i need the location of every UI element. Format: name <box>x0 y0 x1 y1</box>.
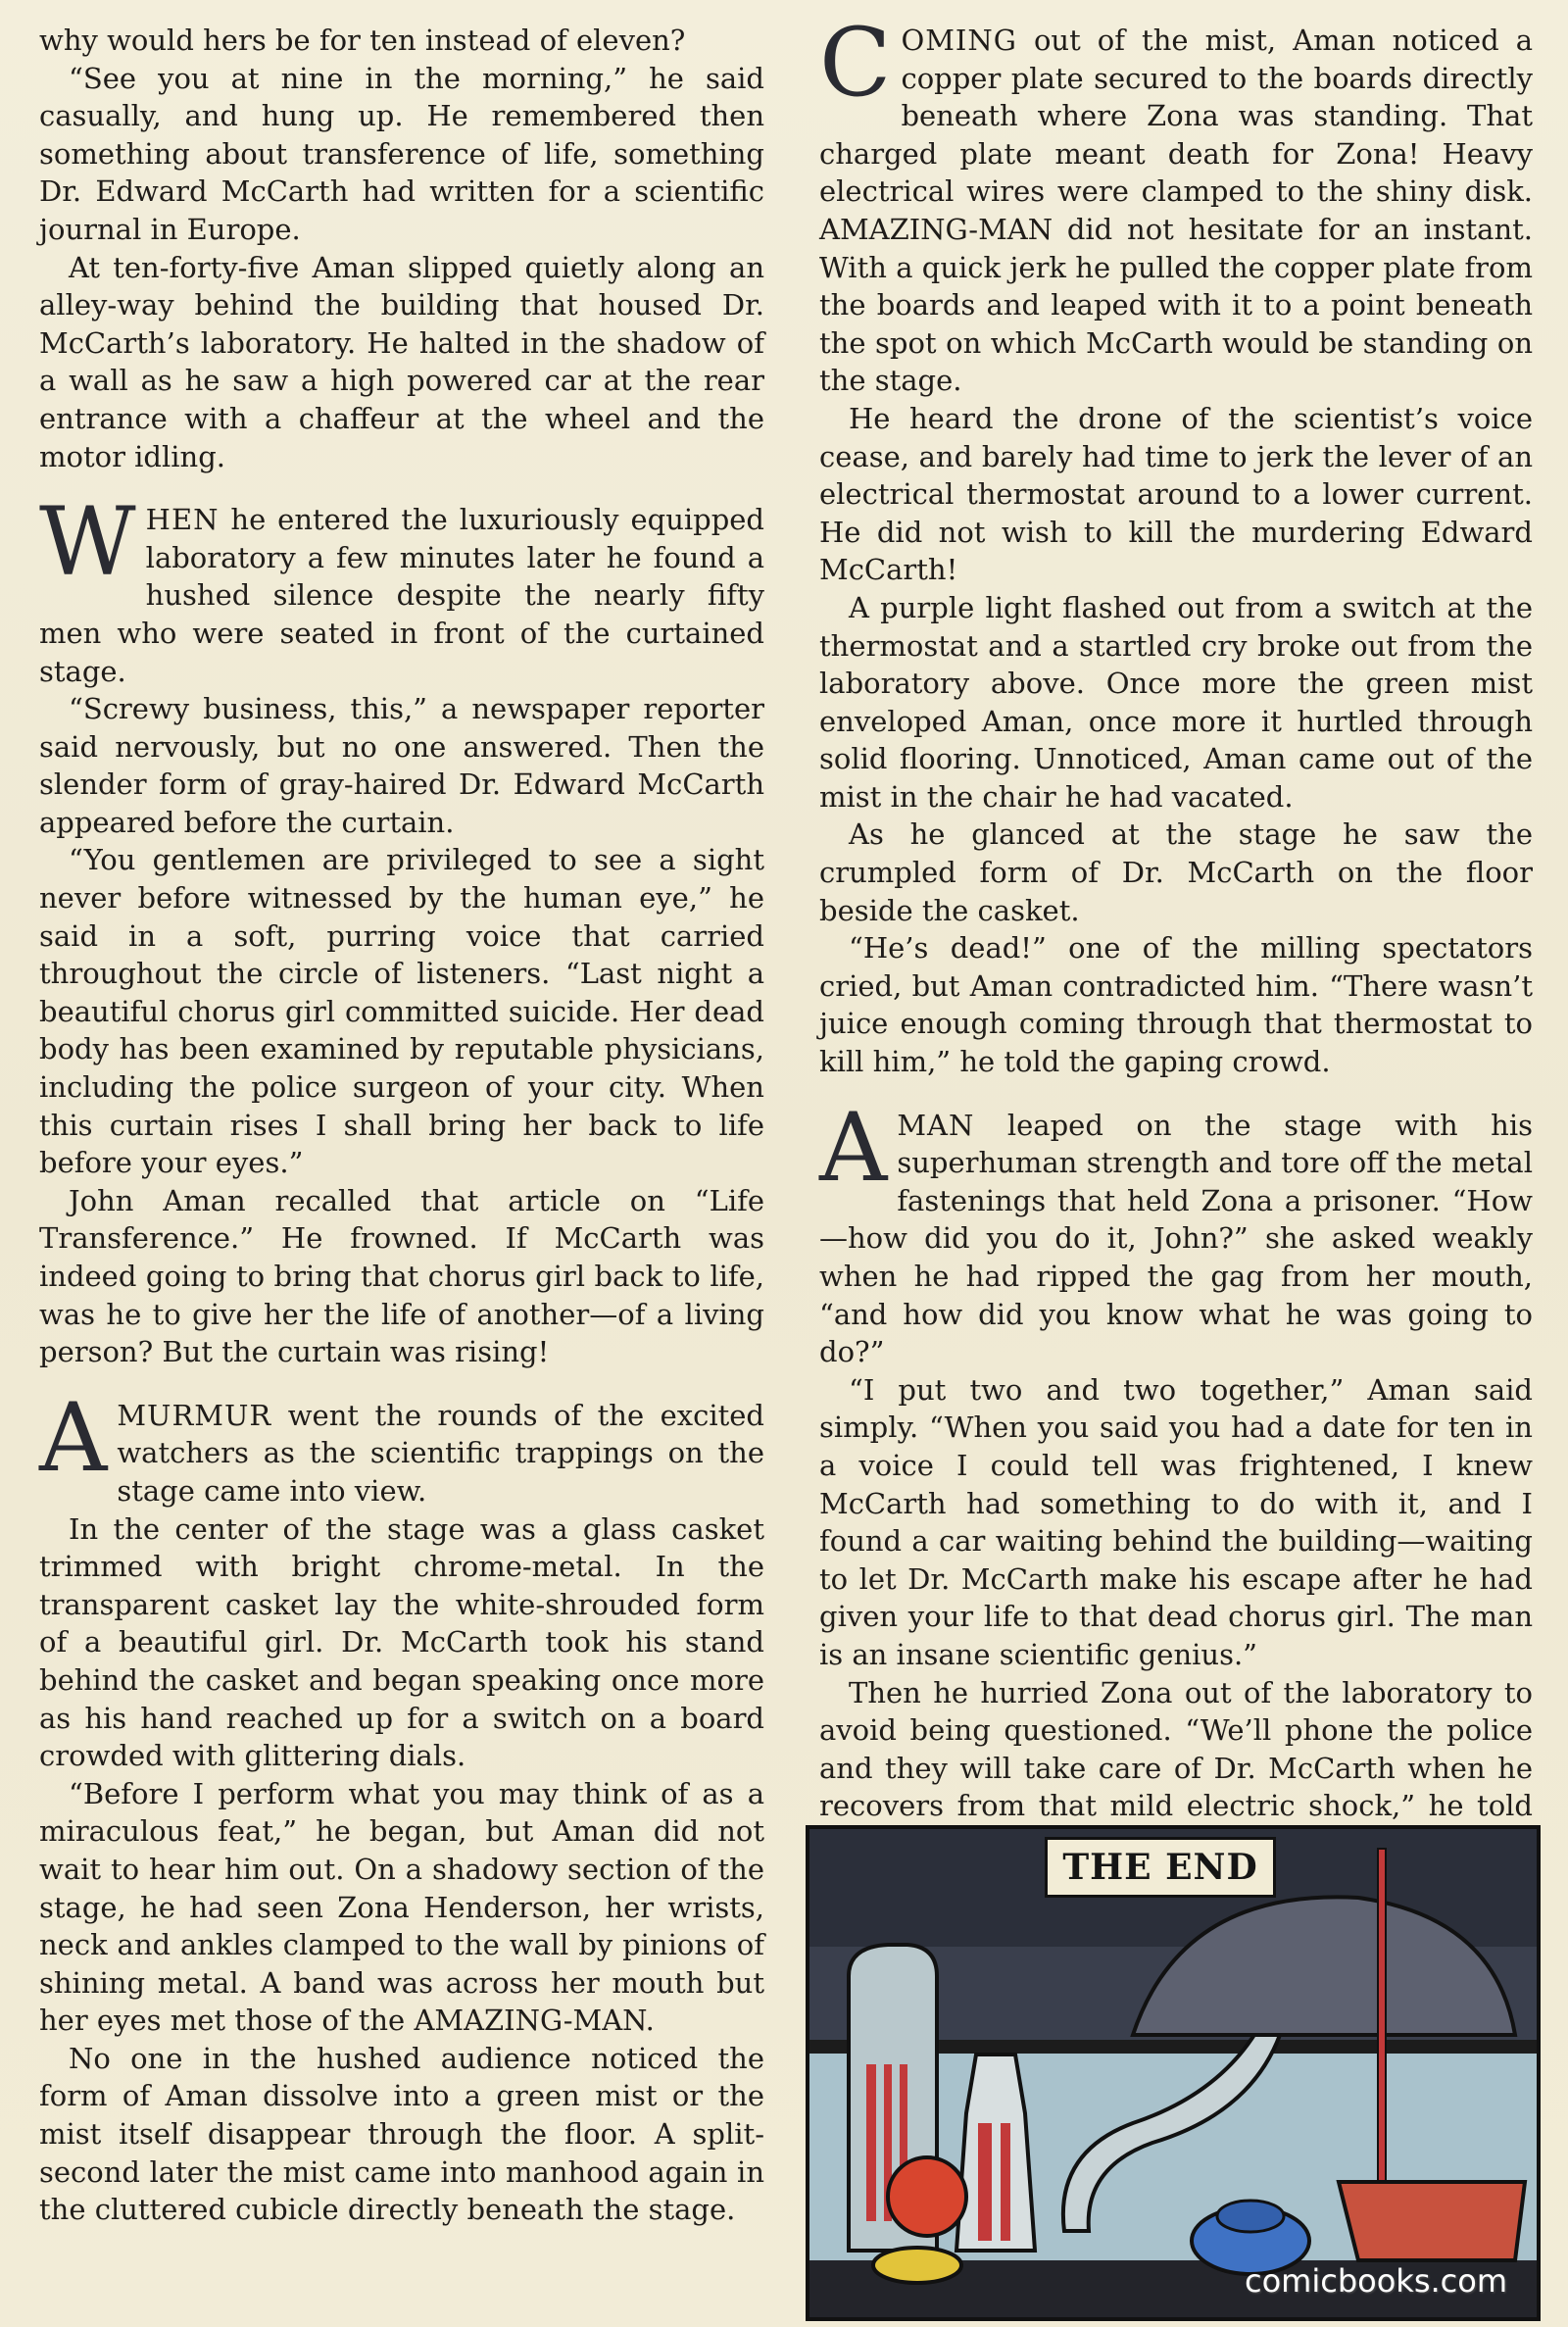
the-end-illustration-panel <box>806 1825 1541 2321</box>
paragraph: “He’s dead!” one of the milling spectators cried, but Aman contradicted him. “There wasn’t juice enough coming through that thermostat to kill him,” he told the gaping crowd. <box>819 931 1533 1079</box>
paragraph-text: went the rounds of the excited watchers as the scientific trappings on the stage came into view. <box>117 1398 764 1508</box>
paragraph-text: leaped on the stage with his superhuman strength and tore off the metal fastenings that held Zona a prisoner. “How—how did you do it, John?” she asked weakly when he had ripped the gag from her mouth, “and how did you know what he was going to do?” <box>819 1108 1533 1369</box>
paragraph-text: out of the mist, Aman noticed a copper plate secured to the boards directly beneath where Zona was standing. That charged plate meant death for Zona! Heavy electrical wires were clamped to the shiny disk. AMAZING-MAN did not hesitate for an instant. With a quick jerk he pulled the copper plate from the boards and leaped with it to a point beneath the spot on which McCarth would be standing on the stage. <box>819 24 1533 398</box>
paragraph: No one in the hushed audience noticed the form of Aman dissolve into a green mist or the mist itself disappear through the floor. A split-second later the mist came into manhood again in the cluttered cubicle directly beneath the stage. <box>39 2041 764 2227</box>
right-text-column <box>819 8 1533 1863</box>
drop-cap-letter: A <box>819 1092 888 1203</box>
lead-word: MAN <box>897 1108 975 1142</box>
dropcap-paragraph <box>39 1382 764 1510</box>
paragraph: “You gentlemen are privileged to see a sight never before witnessed by the human eye,” he said in a soft, purring voice that carried throughout the circle of listeners. “Last night a beautiful chorus girl committed suicide. Her dead body has been examined by reputable physicians, including the police surgeon of your city. When this curtain rises I shall bring her back to life before your eyes.” <box>39 843 764 1180</box>
paragraph: “Screwy business, this,” a newspaper reporter said nervously, but no one answered. Then the slender form of gray-haired Dr. Edward McCarth appeared before the curtain. <box>39 692 764 839</box>
site-watermark: comicbooks.com <box>1244 2262 1507 2300</box>
lead-word: HEN <box>145 503 220 537</box>
paragraph: “See you at nine in the morning,” he said casually, and hung up. He remembered then something about transference of life, something Dr. Edward McCarth had written for a scientific journal in Europe. <box>39 61 764 246</box>
paragraph: Then he hurried Zona out of the laboratory to avoid being questioned. “We’ll phone the police and they will take care of Dr. McCarth when he recovers from that mild electric shock,” he told <box>819 1675 1533 1823</box>
paragraph: “Before I perform what you may think of as a miraculous feat,” he began, but Aman did not wait to hear him out. On a shadowy section of the stage, he had seen Zona Henderson, her wrists, neck and ankles clamped to the wall by pinions of shining metal. A band was across her mouth but her eyes met those of the AMAZING-MAN. <box>39 1776 764 2038</box>
dropcap-paragraph <box>39 487 764 690</box>
paragraph-text: he entered the luxuriously equipped laboratory a few minutes later he found a hushed silence despite the nearly fifty men who were seated in front of the curtained stage. <box>39 503 764 688</box>
lead-word: OMING <box>901 24 1017 57</box>
dropcap-paragraph <box>819 1092 1533 1371</box>
paragraph: why would hers be for ten instead of eleven? <box>39 24 686 57</box>
paragraph: John Aman recalled that article on “Life Transference.” He frowned. If McCarth was indeed going to bring that chorus girl back to life, was he to give her the life of another—of a living person? But the curtain was rising! <box>39 1183 764 1369</box>
paragraph: He heard the drone of the scientist’s voice cease, and barely had time to jerk the lever of an electrical thermostat around to a lower current. He did not wish to kill the murdering Edward McCarth! <box>819 401 1533 587</box>
lead-word: MURMUR <box>117 1398 272 1432</box>
left-text-column <box>39 22 764 2229</box>
paragraph: In the center of the stage was a glass casket trimmed with bright chrome-metal. In the transparent casket lay the white-shrouded form of a beautiful girl. Dr. McCarth took his stand behind the casket and began speaking once more as his hand reached up for a switch on a board crowded with glittering dials. <box>39 1511 764 1773</box>
paragraph: As he glanced at the stage he saw the crumpled form of Dr. McCarth on the floor beside the casket. <box>819 817 1533 927</box>
drop-cap-letter: C <box>819 8 892 118</box>
paragraph: At ten-forty-five Aman slipped quietly along an alley-way behind the building that housed Dr. McCarth’s laboratory. He halted in the shadow of a wall as he saw a high powered car at the rear entrance with a chaffeur at the wheel and the motor idling. <box>39 250 764 473</box>
lab-equipment-illustration <box>809 1829 1537 2317</box>
drop-cap-letter: W <box>39 487 136 598</box>
the-end-banner: THE END <box>1045 1837 1276 1898</box>
drop-cap-letter: A <box>39 1382 108 1493</box>
dropcap-paragraph <box>819 8 1533 400</box>
paragraph: A purple light flashed out from a switch at the thermostat and a startled cry broke out from the laboratory above. Once more the green mist enveloped Aman, once more it hurtled through solid flooring. Unnoticed, Aman came out of the mist in the chair he had vacated. <box>819 590 1533 814</box>
paragraph: “I put two and two together,” Aman said simply. “When you said you had a date for ten in a voice I could tell was frightened, I knew McCarth had something to do with it, and I found a car waiting behind the building—waiting to let Dr. McCarth make his escape after he had given your life to that dead chorus girl. The man is an insane scientific genius.” <box>819 1372 1533 1671</box>
